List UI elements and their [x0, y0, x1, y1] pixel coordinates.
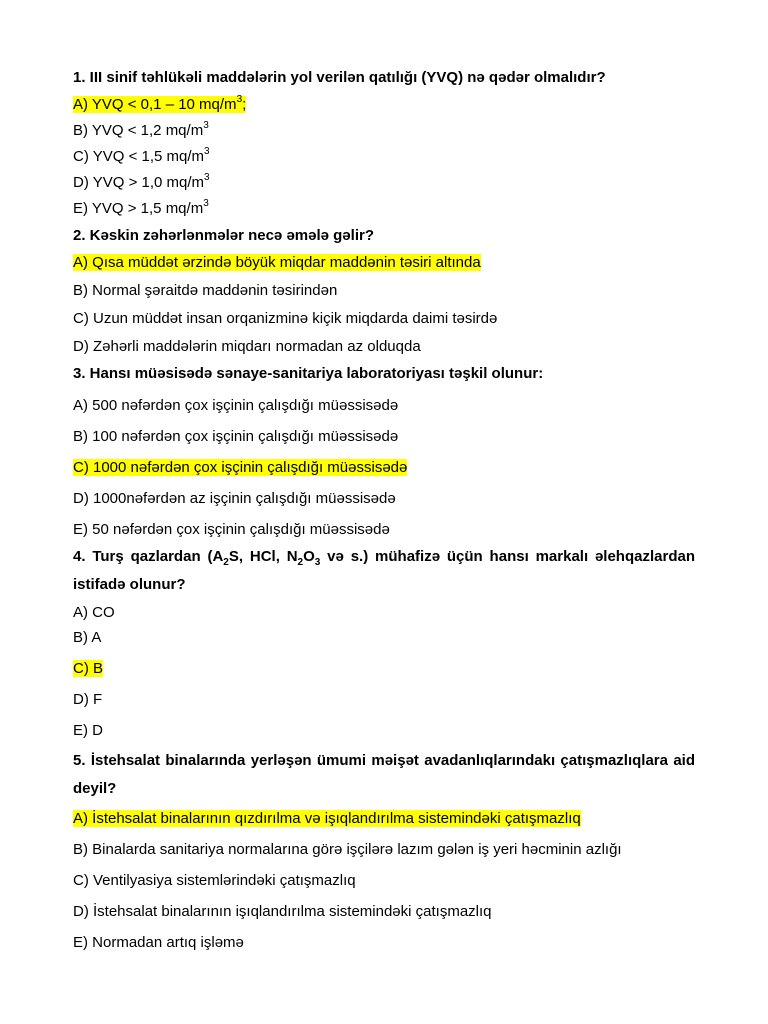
- answer-highlight: A) İstehsalat binalarının qızdırılma və işıqlandırılma sistemindəki çatışmazlıq: [73, 810, 581, 827]
- answer-highlight: C) B: [73, 660, 103, 677]
- q3-option-c: [73, 457, 695, 479]
- q5-option-e: E) Normadan artıq işləmə: [73, 934, 244, 951]
- q1-option-a: [73, 94, 695, 116]
- question-1-text: 1. III sinif təhlükəli maddələrin yol verilən qatılığı (YVQ) nə qədər olmalıdır?: [73, 69, 606, 86]
- q4-option-d: D) F: [73, 691, 103, 708]
- question-2-text: 2. Kəskin zəhərlənmələr necə əmələ gəlir?: [73, 227, 374, 244]
- q5-option-c: C) Ventilyasiya sistemlərindəki çatışmazlıq: [73, 872, 356, 889]
- q3-option-a: A) 500 nəfərdən çox işçinin çalışdığı müəssisədə: [73, 397, 399, 414]
- q5-option-a: [73, 808, 695, 830]
- q4-option-b: B) A: [73, 629, 102, 646]
- answer-highlight: A) YVQ < 0,1 – 10 $mq/m^3$;: [73, 94, 247, 113]
- q3-option-e: E) 50 nəfərdən çox işçinin çalışdığı müəssisədə: [73, 521, 390, 538]
- question-3-text: 3. Hansı müəsisədə sənaye-sanitariya laboratoriyası təşkil olunur:: [73, 365, 544, 382]
- q4-option-c: [73, 658, 695, 680]
- q1-option-d: D) YVQ > 1,0 $mq/m^3$: [73, 172, 210, 191]
- q5-option-b: B) Binalarda sanitariya normalarına görə işçilərə lazım gələn iş yeri həcminin azlığı: [73, 841, 622, 858]
- q2-option-c: C) Uzun müddət insan orqanizminə kiçik miqdarda daimi təsirdə: [73, 310, 498, 327]
- q1-option-e: E) YVQ > 1,5 $mq/m^3$: [73, 198, 209, 217]
- q4-option-e: E) D: [73, 722, 103, 739]
- question-4-text: 4. Turş qazlardan ($A_2S$, HCl, $N_2O_3$ və s.) mühafizə üçün hansı markalı əlehqazlardan istifadə olunur?: [73, 548, 695, 593]
- q5-option-d: D) İstehsalat binalarının işıqlandırılma sistemindəki çatışmazlıq: [73, 903, 492, 920]
- q4-option-a: A) CO: [73, 604, 115, 621]
- q1-option-b: B) YVQ < 1,2 $mq/m^3$: [73, 120, 209, 139]
- answer-highlight: C) 1000 nəfərdən çox işçinin çalışdığı müəssisədə: [73, 459, 408, 476]
- question-5-text: 5. İstehsalat binalarında yerləşən ümumi məişət avadanlıqlarındakı çatışmazlıqlara aid deyil?: [73, 752, 695, 797]
- q2-option-a: [73, 252, 695, 274]
- q1-option-c: C) YVQ < 1,5 $mq/m^3$: [73, 146, 210, 165]
- q2-option-d: D) Zəhərli maddələrin miqdarı normadan az olduqda: [73, 338, 421, 355]
- q3-option-d: D) 1000nəfərdən az işçinin çalışdığı müəssisədə: [73, 490, 396, 507]
- answer-highlight: A) Qısa müddət ərzində böyük miqdar maddənin təsiri altında: [73, 254, 481, 271]
- q2-option-b: B) Normal şəraitdə maddənin təsirindən: [73, 282, 338, 299]
- q3-option-b: B) 100 nəfərdən çox işçinin çalışdığı müəssisədə: [73, 428, 399, 445]
